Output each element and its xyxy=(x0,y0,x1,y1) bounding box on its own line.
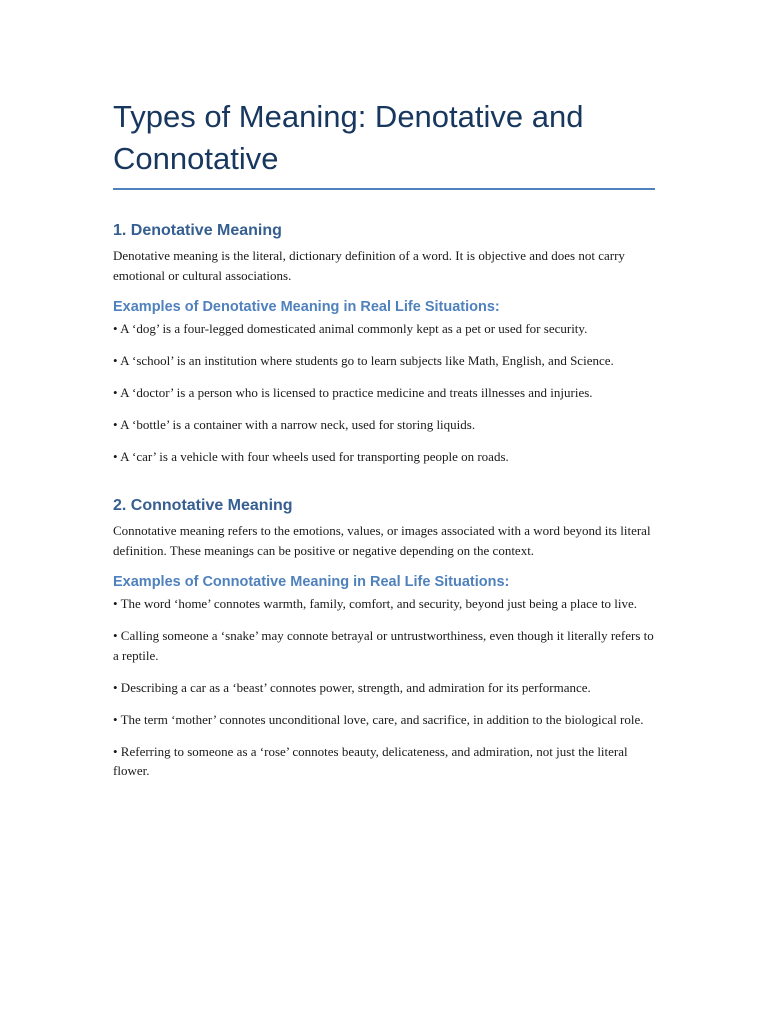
example-item: • A ‘doctor’ is a person who is licensed to practice medicine and treats illnesses and injuries. xyxy=(113,385,593,400)
example-item: • A ‘school’ is an institution where students go to learn subjects like Math, English, and Science. xyxy=(113,353,614,368)
example-item: • Calling someone a ‘snake’ may connote betrayal or untrustworthiness, even though it literally refers to a reptile. xyxy=(113,628,654,663)
examples-heading: Examples of Connotative Meaning in Real Life Situations: xyxy=(113,574,510,590)
document-page xyxy=(113,96,656,793)
section-denotative xyxy=(113,220,656,467)
example-item: • Referring to someone as a ‘rose’ connotes beauty, delicateness, and admiration, not just the literal flower. xyxy=(113,743,628,778)
title-underline-divider xyxy=(113,188,655,190)
section-body: Connotative meaning refers to the emotions, values, or images associated with a word beyond its literal definition. These meanings can be positive or negative depending on the context. xyxy=(113,523,651,558)
example-item: • Describing a car as a ‘beast’ connotes power, strength, and admiration for its performance. xyxy=(113,679,591,695)
example-item: • A ‘dog’ is a four-legged domesticated animal commonly kept as a pet or used for security. xyxy=(113,321,588,336)
section-heading: 1. Denotative Meaning xyxy=(113,222,282,239)
document-title: Types of Meaning: Denotative and Connotative xyxy=(113,99,584,176)
section-spacer xyxy=(113,479,656,495)
example-item: • A ‘car’ is a vehicle with four wheels used for transporting people on roads. xyxy=(113,449,509,464)
examples-heading: Examples of Denotative Meaning in Real Life Situations: xyxy=(113,299,500,315)
section-connotative xyxy=(113,495,656,781)
section-heading: 2. Connotative Meaning xyxy=(113,497,293,514)
section-body: Denotative meaning is the literal, dictionary definition of a word. It is objective and does not carry emotional or cultural associations. xyxy=(113,248,625,283)
example-item: • A ‘bottle’ is a container with a narrow neck, used for storing liquids. xyxy=(113,417,476,432)
example-item: • The term ‘mother’ connotes unconditional love, care, and sacrifice, in addition to the biological role. xyxy=(113,711,644,727)
example-item: • The word ‘home’ connotes warmth, family, comfort, and security, beyond just being a place to live. xyxy=(113,596,638,611)
